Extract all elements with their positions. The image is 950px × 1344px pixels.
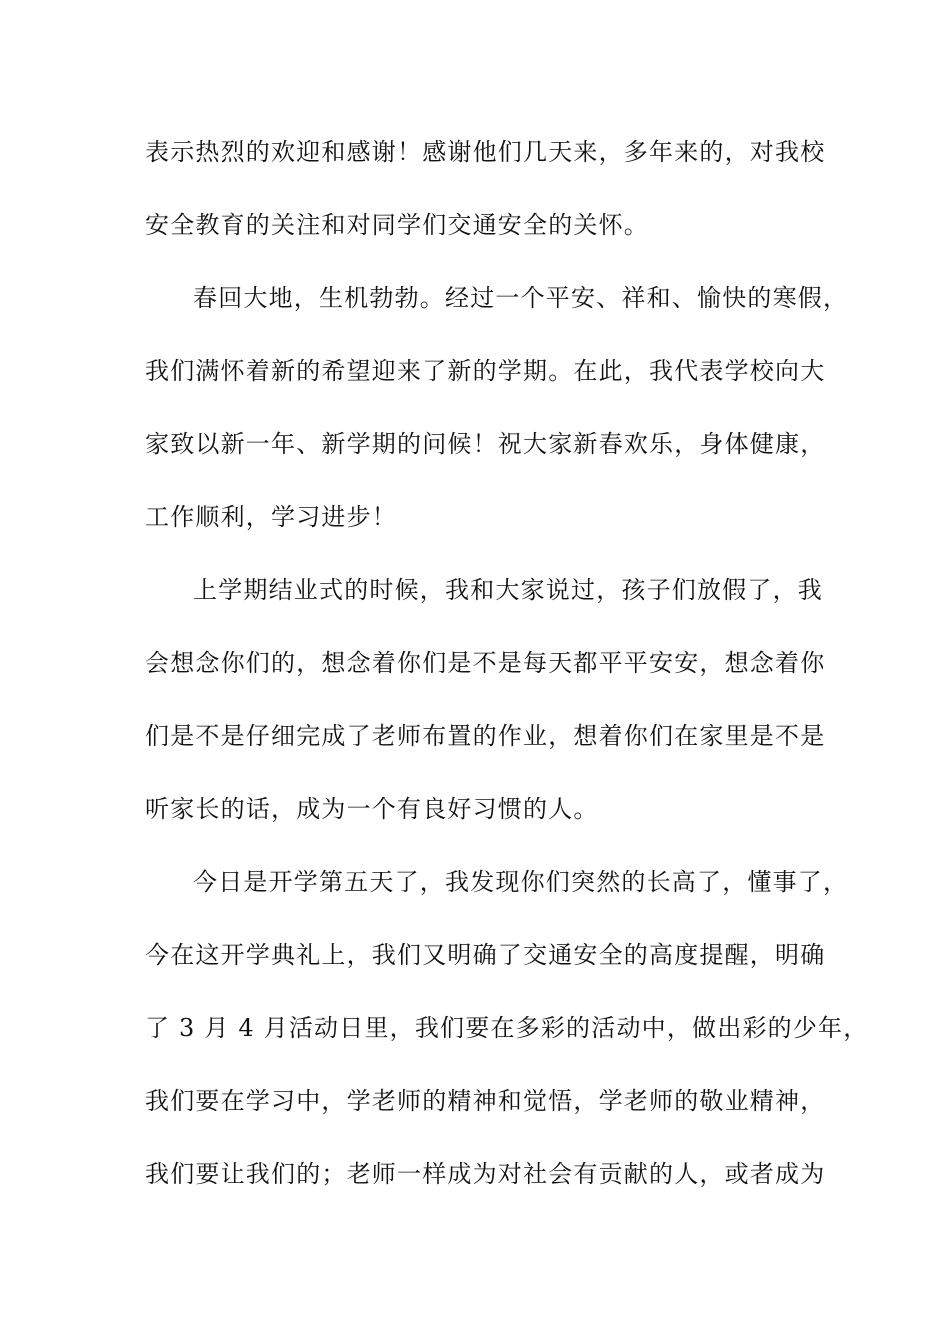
- text-line: 今在这开学典礼上，我们又明确了交通安全的高度提醒，明确: [145, 941, 826, 969]
- text-line: 家致以新一年、新学期的问候！祝大家新春欢乐，身体健康，: [145, 430, 826, 458]
- text-line: 安全教育的关注和对同学们交通安全的关怀。: [145, 211, 649, 239]
- text-line: 工作顺利，学习进步！: [145, 503, 397, 531]
- text-line: 们是不是仔细完成了老师布置的作业，想着你们在家里是不是: [145, 722, 826, 750]
- text-line: 我们要让我们的；老师一样成为对社会有贡献的人，或者成为: [145, 1160, 826, 1188]
- text-line: 春回大地，生机勃勃。经过一个平安、祥和、愉快的寒假，: [193, 284, 849, 312]
- text-line: 会想念你们的，想念着你们是不是每天都平平安安，想念着你: [145, 649, 826, 677]
- text-line: 了 3 月 4 月活动日里，我们要在多彩的活动中，做出彩的少年，: [145, 1014, 869, 1042]
- text-line: 我们满怀着新的希望迎来了新的学期。在此，我代表学校向大: [145, 357, 826, 385]
- document-body: [145, 125, 869, 1220]
- text-line: 上学期结业式的时候，我和大家说过，孩子们放假了，我: [193, 576, 823, 604]
- text-line: 今日是开学第五天了，我发现你们突然的长高了，懂事了，: [193, 868, 849, 896]
- text-line: 表示热烈的欢迎和感谢！感谢他们几天来，多年来的，对我校: [145, 138, 826, 166]
- text-line: 听家长的话，成为一个有良好习惯的人。: [145, 795, 599, 823]
- text-line: 我们要在学习中，学老师的精神和觉悟，学老师的敬业精神，: [145, 1087, 826, 1115]
